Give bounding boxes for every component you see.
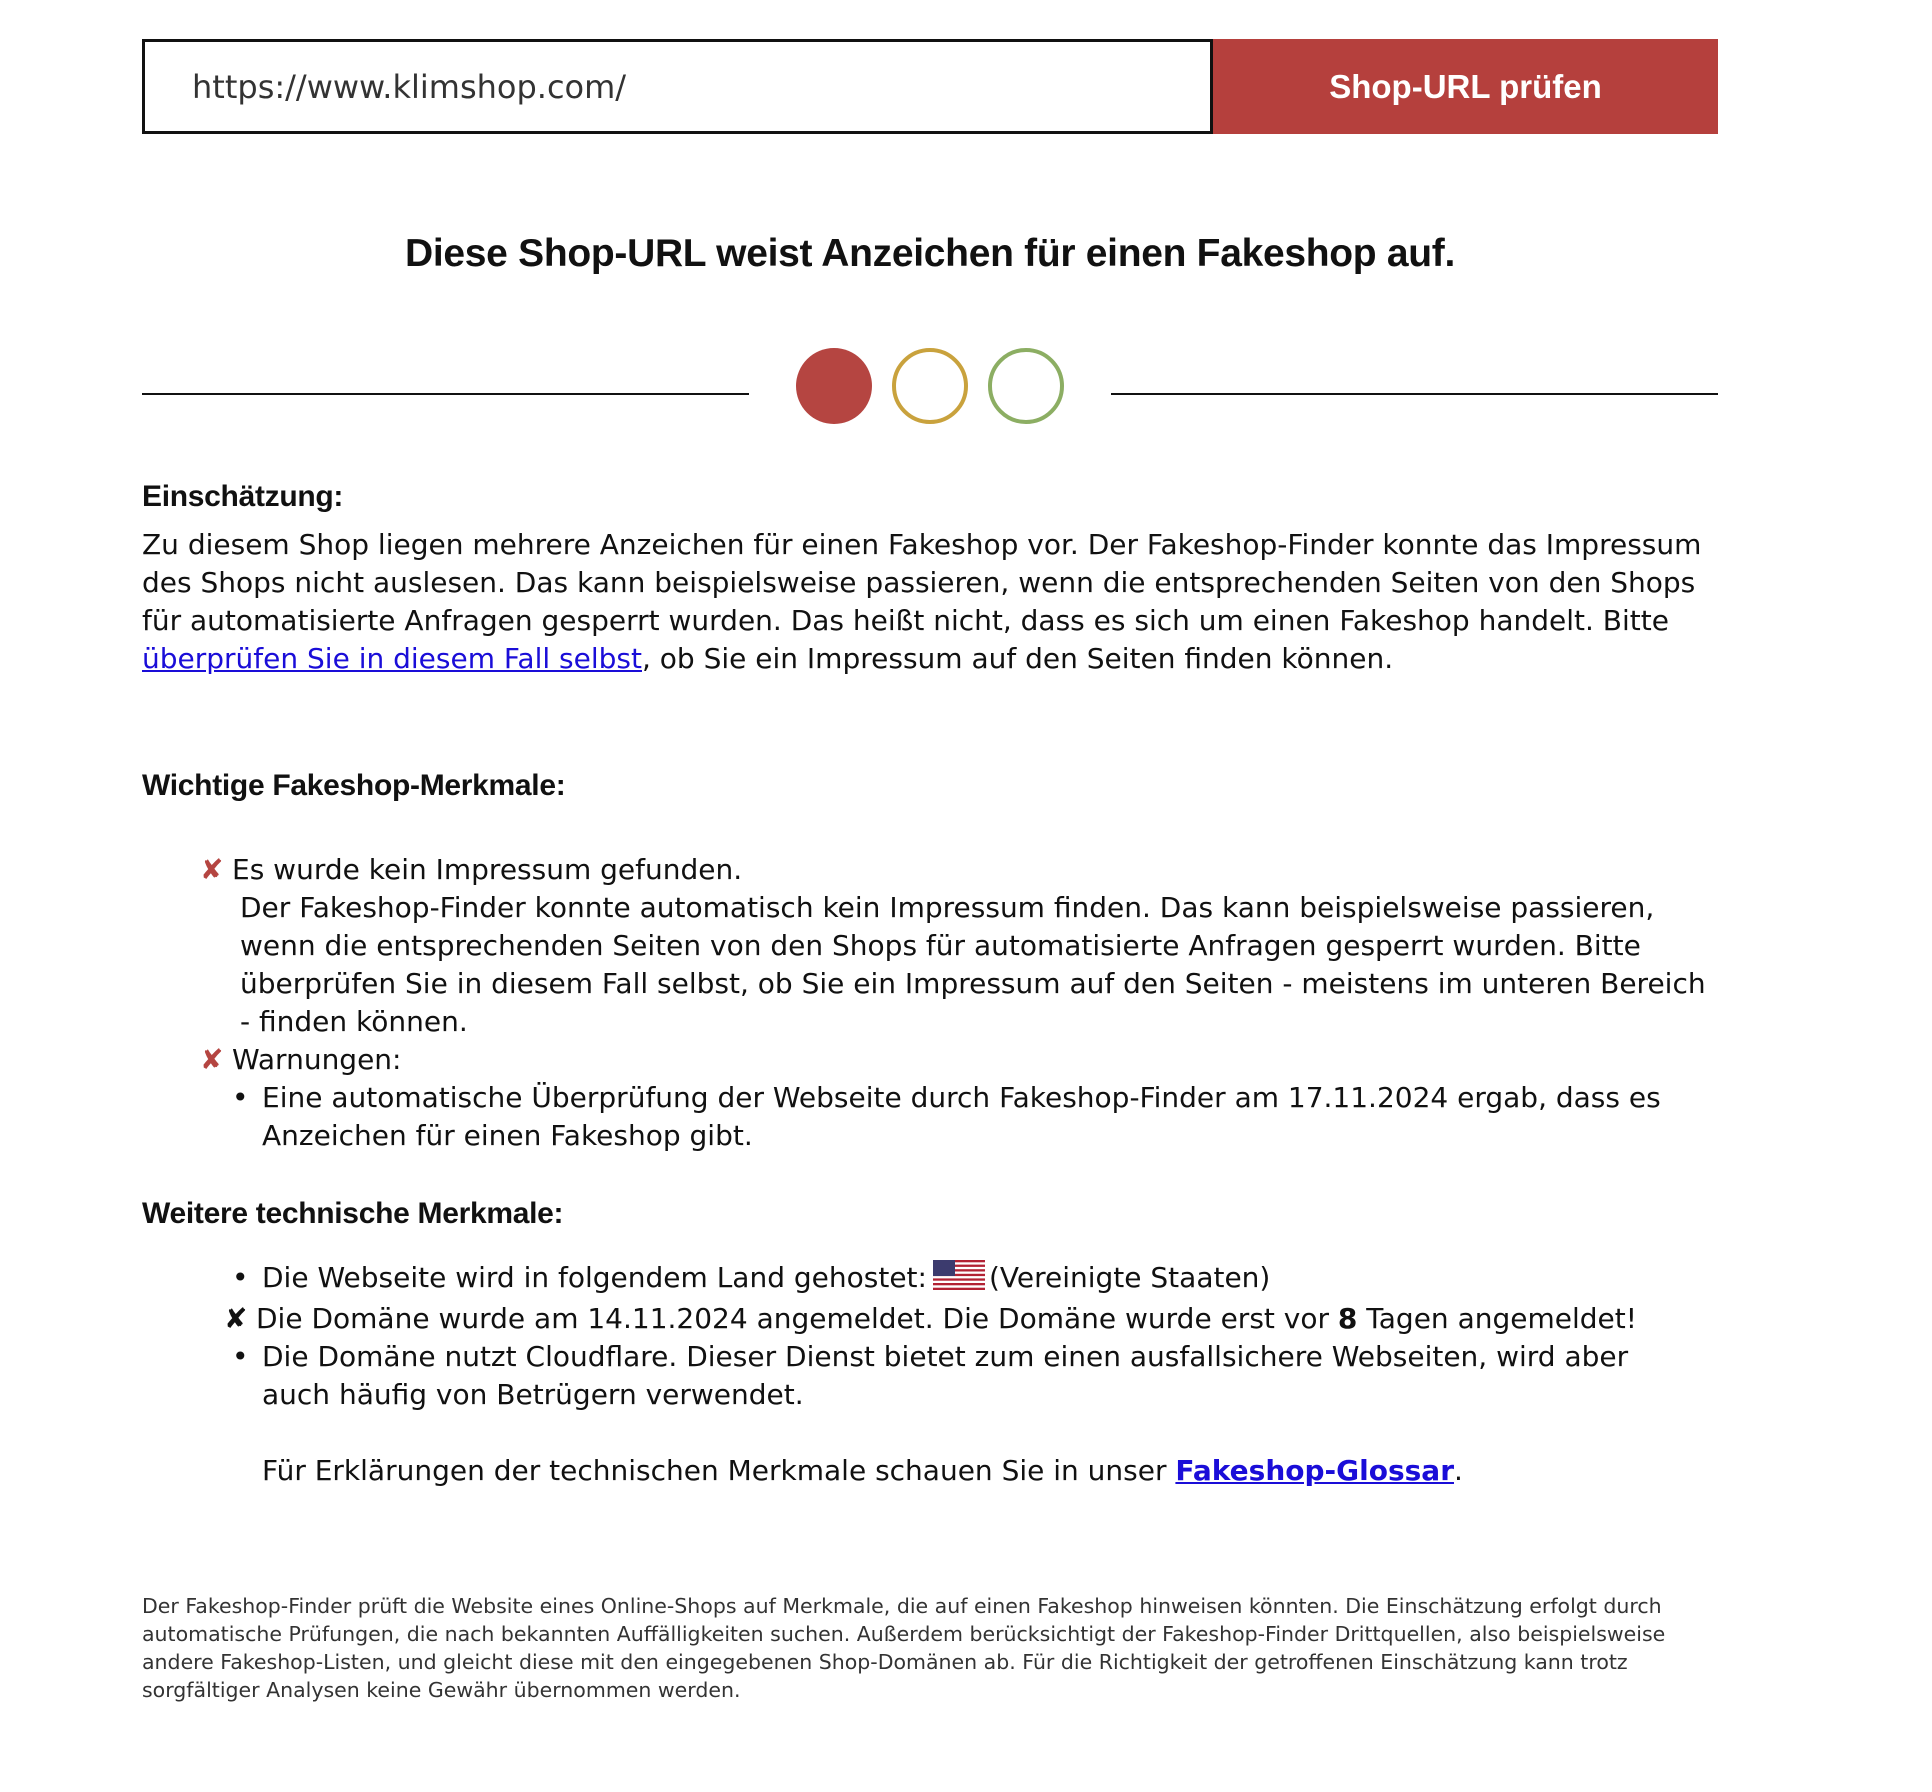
- list-item: [142, 1079, 1718, 1155]
- check-shop-url-button[interactable]: Shop-URL prüfen: [1213, 39, 1718, 134]
- list-item: [142, 1041, 1718, 1079]
- cloudflare-text: Die Domäne nutzt Cloudflare. Dieser Dienst bietet zum einen ausfallsichere Webseiten, wird aber auch häufig von Betrügern verwendet.: [262, 1340, 1629, 1411]
- glossar-prefix: Für Erklärungen der technischen Merkmale schauen Sie in unser: [262, 1454, 1176, 1487]
- divider-right: [1111, 393, 1718, 395]
- important-features-heading: Wichtige Fakeshop-Merkmale:: [142, 769, 566, 802]
- technical-features-list: [142, 1259, 1718, 1490]
- assessment-text: [142, 526, 1718, 678]
- us-flag-icon: [933, 1260, 985, 1300]
- glossar-hint: [142, 1452, 1718, 1490]
- bullet-icon: •: [232, 1340, 249, 1373]
- red-light-icon: [796, 348, 872, 424]
- hosting-country: (Vereinigte Staaten): [988, 1261, 1271, 1294]
- shop-url-input[interactable]: [142, 39, 1213, 134]
- warning-text: Eine automatische Überprüfung der Webseite durch Fakeshop-Finder am 17.11.2024 ergab, dass es Anzeichen für einen Fakeshop gibt.: [262, 1081, 1661, 1152]
- important-features-list: [142, 851, 1718, 1155]
- cross-mark-icon: ✘: [200, 1043, 224, 1076]
- bullet-icon: •: [232, 1261, 249, 1294]
- cross-mark-icon: ✘: [224, 1302, 248, 1335]
- divider-left: [142, 393, 749, 395]
- cross-mark-icon: ✘: [200, 853, 224, 886]
- domain-text: Tagen angemeldet!: [1357, 1302, 1637, 1335]
- check-yourself-link[interactable]: überprüfen Sie in diesem Fall selbst: [142, 642, 642, 675]
- hosting-text: Die Webseite wird in folgendem Land gehostet:: [262, 1261, 927, 1294]
- assessment-text-part: , ob Sie ein Impressum auf den Seiten finden können.: [641, 642, 1394, 675]
- technical-features-heading: Weitere technische Merkmale:: [142, 1197, 564, 1230]
- assessment-text-part: Zu diesem Shop liegen mehrere Anzeichen für einen Fakeshop vor. Der Fakeshop-Finder konnte das Impressum des Shops nicht auslesen. Das kann beispielsweise passieren, wenn die entsprechenden Seiten von den Shops für automatisierte Anfragen gesperrt wurden. Das heißt nicht, dass es sich um einen Fakeshop handelt. Bitte: [142, 528, 1702, 637]
- merkmal-detail: Der Fakeshop-Finder konnte automatisch kein Impressum finden. Das kann beispielsweise passieren, wenn die entsprechenden Seiten von den Shops für automatisierte Anfragen gesperrt wurden. Bitte überprüfen Sie in diesem Fall selbst, ob Sie ein Impressum auf den Seiten - meistens im unteren Bereich - finden können.: [240, 891, 1706, 1038]
- merkmal-title: Es wurde kein Impressum gefunden.: [232, 853, 743, 886]
- list-item: [142, 1259, 1718, 1300]
- glossar-suffix: .: [1454, 1454, 1463, 1487]
- fakeshop-glossar-link[interactable]: Fakeshop-Glossar: [1175, 1454, 1454, 1487]
- result-title: Diese Shop-URL weist Anzeichen für einen Fakeshop auf.: [405, 232, 1455, 275]
- domain-text: Die Domäne wurde am 14.11.2024 angemeldet. Die Domäne wurde erst vor: [256, 1302, 1338, 1335]
- domain-days: 8: [1337, 1302, 1358, 1335]
- bullet-icon: •: [232, 1081, 249, 1114]
- list-item: [142, 1338, 1718, 1414]
- disclaimer-text: Der Fakeshop-Finder prüft die Website eines Online-Shops auf Merkmale, die auf einen Fakeshop hinweisen könnten. Die Einschätzung erfolgt durch automatische Prüfungen, die nach bekannten Auffälligkeiten suchen. Außerdem berücksichtigt der Fakeshop-Finder Drittquellen, also beispielsweise andere Fakeshop-Listen, und gleicht diese mit den eingegebenen Shop-Domänen ab. Für die Richtigkeit der getroffenen Einschätzung kann trotz sorgfältiger Analysen keine Gewähr übernommen werden.: [142, 1594, 1666, 1702]
- yellow-light-icon: [892, 348, 968, 424]
- list-item: [142, 1300, 1718, 1338]
- url-check-form: [142, 39, 1718, 134]
- assessment-heading: Einschätzung:: [142, 480, 344, 513]
- green-light-icon: [988, 348, 1064, 424]
- merkmal-title: Warnungen:: [232, 1043, 402, 1076]
- list-item: [142, 851, 1718, 1041]
- traffic-light: [142, 348, 1718, 428]
